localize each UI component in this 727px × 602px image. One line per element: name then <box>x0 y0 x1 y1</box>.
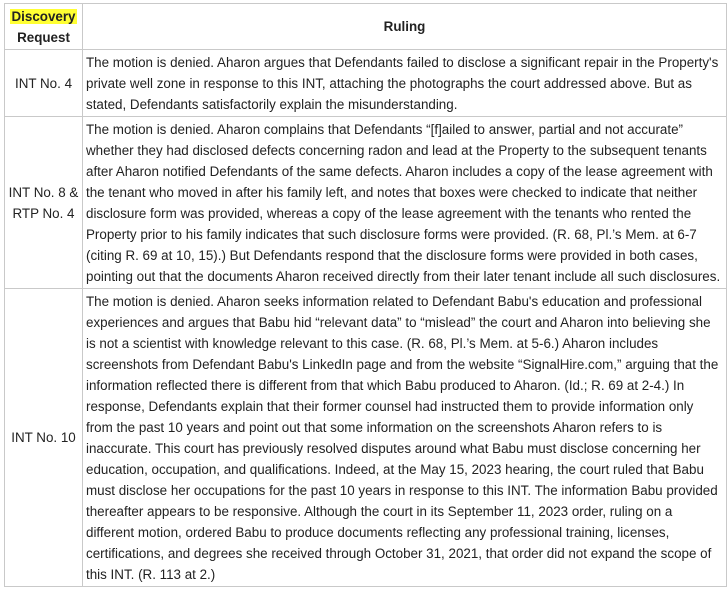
header-ruling: Ruling <box>83 4 727 50</box>
discovery-ruling-table <box>4 3 727 587</box>
request-cell: INT No. 4 <box>5 50 83 117</box>
ruling-cell: The motion is denied. Aharon seeks information related to Defendant Babu's education and professional experiences and argues that Babu hid “relevant data” to “mislead” the court and Aharon into believing she is not a scientist with knowledge relevant to this case. (R. 68, Pl.’s Mem. at 5-6.) Aharon includes screenshots from Defendant Babu's LinkedIn page and from the website “SignalHire.com,” arguing that the information reflected there is different from that which Babu produced to Aharon. (Id.; R. 69 at 2-4.) In response, Defendants explain that their former counsel had instructed them to provide information only from the past 10 years and point out that some information on the screenshots Aharon refers to is inaccurate. This court has previously resolved disputes around what Babu must disclose concerning her education, occupation, and qualifications. Indeed, at the May 15, 2023 hearing, the court ruled that Babu must disclose her occupations for the past 10 years in response to this INT. The information Babu provided thereafter appears to be responsive. Although the court in its September 11, 2023 order, ruling on a different motion, ordered Babu to produce documents reflecting any professional training, licenses, certifications, and degrees she received through October 31, 2021, that order did not expand the scope of this INT. (R. 113 at 2.) <box>83 289 727 587</box>
highlighted-header-word: Discovery <box>11 8 76 24</box>
discovery-ruling-table-container <box>4 3 726 587</box>
table-row <box>5 289 727 587</box>
ruling-cell: The motion is denied. Aharon argues that Defendants failed to disclose a significant repair in the Property's private well zone in response to this INT, attaching the photographs the court addressed above. But as stated, Defendants satisfactorily explain the misunderstanding. <box>83 50 727 117</box>
header-request-word: Request <box>17 29 70 45</box>
header-discovery-request <box>5 4 83 50</box>
request-cell: INT No. 10 <box>5 289 83 587</box>
table-row <box>5 117 727 289</box>
table-row <box>5 50 727 117</box>
table-header-row <box>5 4 727 50</box>
request-cell: INT No. 8 & RTP No. 4 <box>5 117 83 289</box>
ruling-cell: The motion is denied. Aharon complains that Defendants “[f]ailed to answer, partial and not accurate” whether they had disclosed defects concerning radon and lead at the Property to the subsequent tenants after Aharon notified Defendants of the same defects. Aharon includes a copy of the lease agreement with the tenant who moved in after his family left, and notes that boxes were checked to indicate that neither disclosure form was provided, whereas a copy of the lease agreement with the tenants who rented the Property prior to his family indicates that such disclosure forms were provided. (R. 68, Pl.’s Mem. at 6-7 (citing R. 69 at 10, 15).) But Defendants respond that the disclosure forms were provided in both cases, pointing out that the documents Aharon received directly from their later tenant include all such disclosures. <box>83 117 727 289</box>
